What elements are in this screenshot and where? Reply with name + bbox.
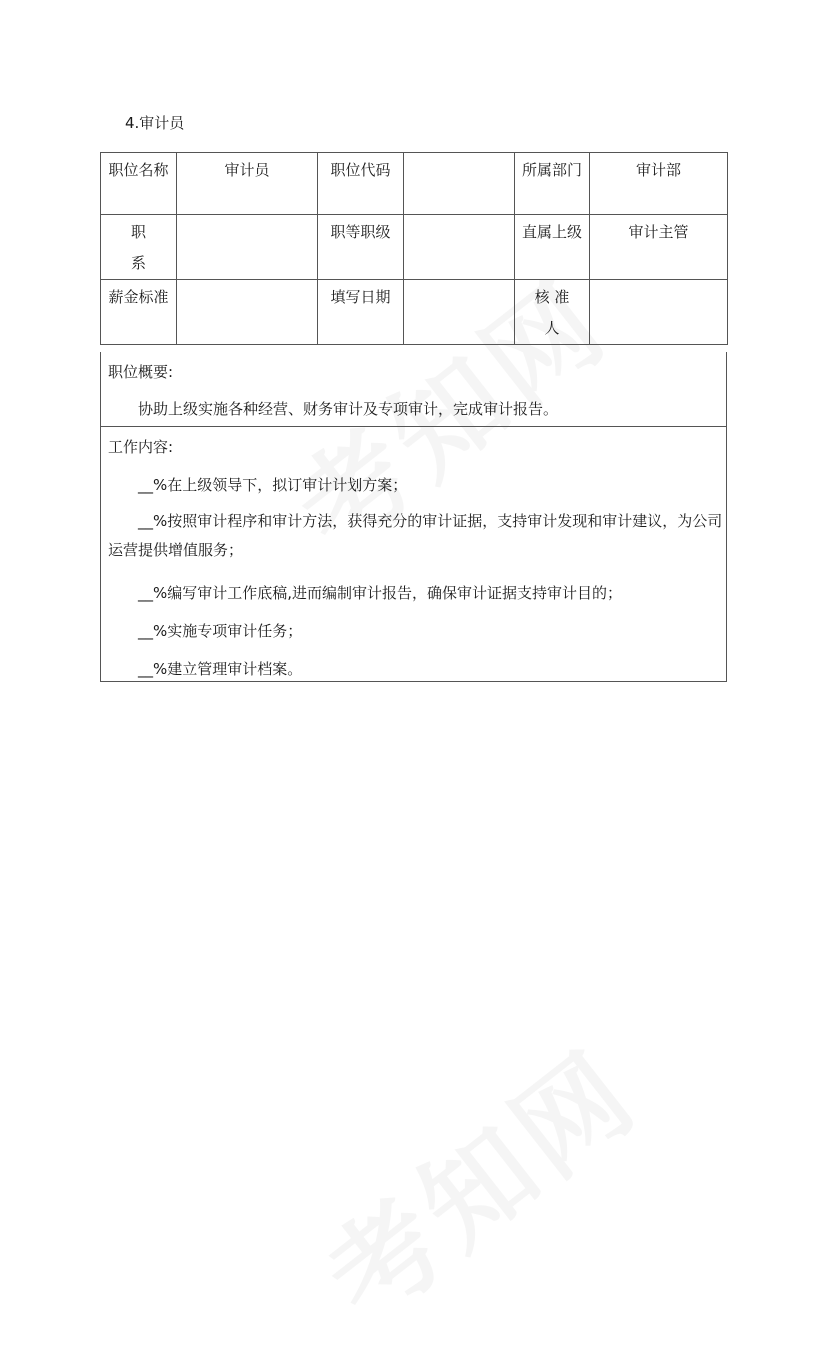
value-position-name: 审计员 bbox=[177, 153, 318, 215]
label-grade: 职等职级 bbox=[318, 215, 404, 280]
list-item: __%建立管理审计档案。 bbox=[138, 660, 303, 678]
table-row bbox=[101, 153, 728, 215]
value-grade bbox=[404, 215, 515, 280]
list-item: __%实施专项审计任务； bbox=[138, 622, 303, 640]
list-item: __%按照审计程序和审计方法，获得充分的审计证据，支持审计发现和审计建议，为公司运营提供增值服务； bbox=[108, 512, 723, 559]
label-job-family: 职 系 bbox=[101, 215, 177, 280]
label-approver: 核 准 人 bbox=[515, 280, 590, 345]
value-fill-date bbox=[404, 280, 515, 345]
summary-section bbox=[100, 352, 727, 427]
work-heading: 工作内容: bbox=[108, 438, 174, 456]
summary-text: 协助上级实施各种经营、财务审计及专项审计，完成审计报告。 bbox=[138, 400, 559, 418]
summary-heading: 职位概要: bbox=[108, 363, 174, 381]
label-supervisor: 直属上级 bbox=[515, 215, 590, 280]
label-department: 所属部门 bbox=[515, 153, 590, 215]
list-item: __%在上级领导下，拟订审计计划方案； bbox=[138, 476, 408, 494]
table-row bbox=[101, 215, 728, 280]
value-position-code bbox=[404, 153, 515, 215]
value-salary bbox=[177, 280, 318, 345]
label-fill-date: 填写日期 bbox=[318, 280, 404, 345]
job-info-table bbox=[100, 152, 728, 345]
watermark bbox=[289, 1008, 665, 1350]
label-salary: 薪金标准 bbox=[101, 280, 177, 345]
table-row bbox=[101, 280, 728, 345]
list-item: __%编写审计工作底稿,进而编制审计报告，确保审计证据支持审计目的； bbox=[138, 584, 623, 602]
value-department: 审计部 bbox=[590, 153, 728, 215]
section-title: 4.审计员 bbox=[125, 114, 185, 132]
label-position-name: 职位名称 bbox=[101, 153, 177, 215]
value-supervisor: 审计主管 bbox=[590, 215, 728, 280]
value-job-family bbox=[177, 215, 318, 280]
work-section bbox=[100, 427, 727, 682]
value-approver bbox=[590, 280, 728, 345]
label-position-code: 职位代码 bbox=[318, 153, 404, 215]
